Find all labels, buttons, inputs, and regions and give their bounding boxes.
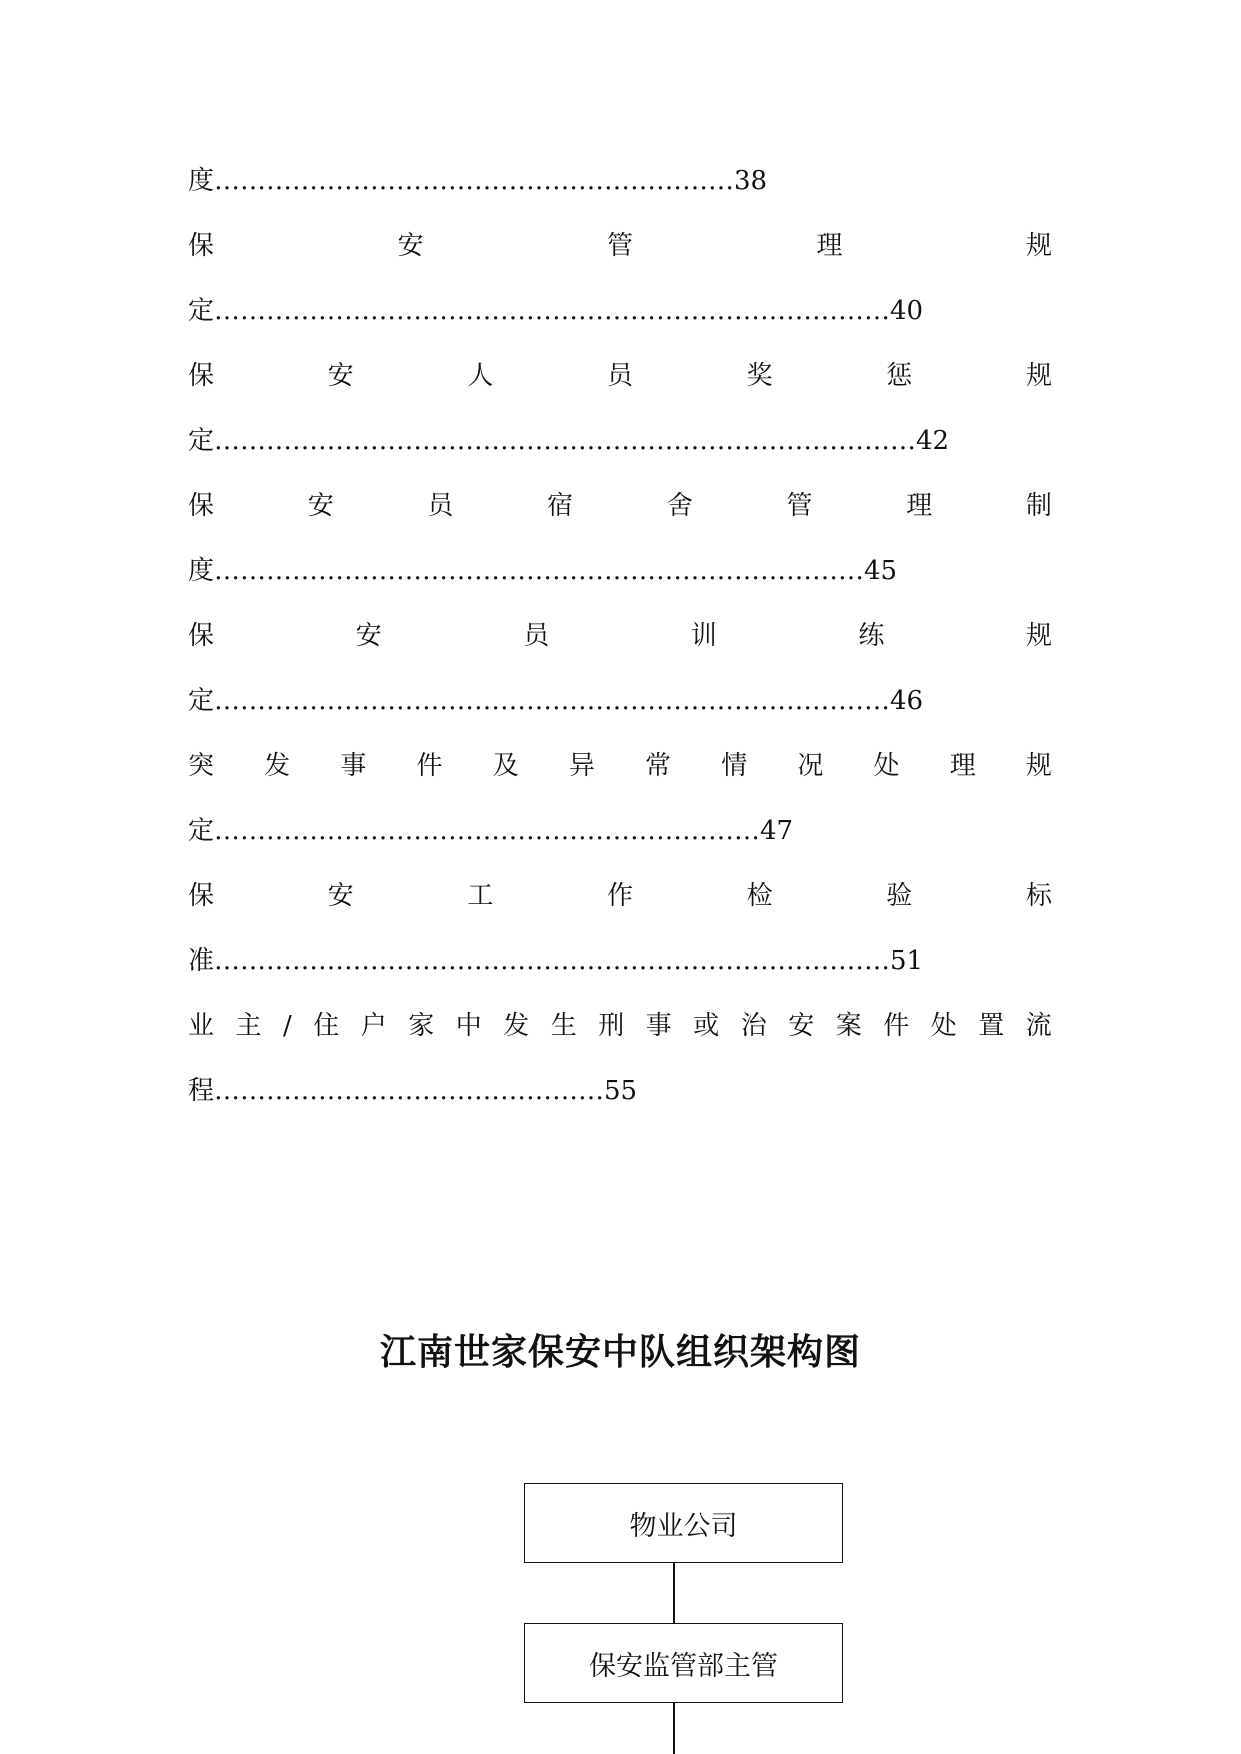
toc-char: 住 (313, 1011, 340, 1041)
toc-char: 事 (645, 1011, 672, 1041)
toc-char: 刑 (598, 1011, 625, 1041)
toc-char: 户 (360, 1011, 387, 1041)
toc-char: 作 (606, 881, 633, 911)
toc-char: 家 (408, 1011, 435, 1041)
toc-entry-title (188, 619, 1052, 653)
org-box-property-company (524, 1483, 843, 1563)
toc-page-number: 40 (890, 296, 924, 326)
toc-page-number: 38 (734, 166, 768, 196)
org-box-security-supervisor (524, 1623, 843, 1703)
toc-char: 人 (467, 361, 494, 391)
toc-char: 安 (327, 881, 354, 911)
toc-page-number: 45 (864, 556, 898, 586)
org-box-label: 物业公司 (629, 1510, 738, 1542)
toc-char: 常 (645, 751, 672, 781)
toc-lead-char: 定 (188, 816, 215, 846)
toc-char: 保 (188, 491, 215, 521)
toc-char: 制 (1025, 491, 1052, 521)
toc-page-number: 47 (760, 816, 794, 846)
toc-lead-char: 程 (188, 1076, 215, 1106)
toc-page-number: 51 (890, 946, 924, 976)
toc-char: 生 (550, 1011, 577, 1041)
toc-char: 安 (307, 491, 334, 521)
toc-lead-char: 度 (188, 556, 215, 586)
org-connector-line (673, 1703, 675, 1754)
toc-char: 验 (886, 881, 913, 911)
toc-char: 练 (858, 621, 885, 651)
toc-char: 件 (416, 751, 443, 781)
toc-char: 发 (503, 1011, 530, 1041)
toc-char: 及 (492, 751, 519, 781)
toc-char: 处 (873, 751, 900, 781)
org-chart-title: 江南世家保安中队组织架构图 (379, 1331, 861, 1373)
toc-char: 中 (455, 1011, 482, 1041)
toc-char: 流 (1025, 1011, 1052, 1041)
toc-char: 管 (786, 491, 813, 521)
toc-char: 突 (188, 751, 215, 781)
toc-char: 事 (340, 751, 367, 781)
toc-char: 治 (740, 1011, 767, 1041)
toc-char: 或 (693, 1011, 720, 1041)
toc-char: 案 (835, 1011, 862, 1041)
toc-leader-dots: …………………………………………………………………… (214, 296, 891, 326)
toc-leader-dots: ………………………………………………………………… (214, 556, 865, 586)
toc-entry-continuation (188, 554, 897, 588)
toc-entry-title (188, 879, 1052, 913)
toc-entry-title (188, 749, 1052, 783)
toc-char: 处 (930, 1011, 957, 1041)
toc-entry-continuation (188, 684, 923, 718)
toc-char: 保 (188, 231, 215, 261)
toc-leader-dots: ……………………………………… (214, 1076, 605, 1106)
toc-char: 保 (188, 361, 215, 391)
toc-char: 安 (327, 361, 354, 391)
toc-leader-dots: ……………………………………………………… (214, 816, 761, 846)
toc-page-number: 55 (604, 1076, 638, 1106)
toc-char: / (283, 1011, 292, 1041)
toc-char: 业 (188, 1011, 215, 1041)
toc-leader-dots: …………………………………………………………………… (214, 946, 891, 976)
toc-char: 安 (355, 621, 382, 651)
toc-entry-continuation (188, 944, 923, 978)
toc-char: 规 (1025, 621, 1052, 651)
toc-char: 标 (1025, 881, 1052, 911)
toc-char: 员 (427, 491, 454, 521)
toc-char: 员 (523, 621, 550, 651)
toc-lead-char: 准 (188, 946, 215, 976)
org-connector-line (673, 1563, 675, 1623)
toc-char: 理 (949, 751, 976, 781)
toc-entry-continuation (188, 164, 767, 198)
toc-leader-dots: ……………………………………………………………………… (214, 426, 917, 456)
toc-page-number: 46 (890, 686, 924, 716)
toc-entry-continuation (188, 814, 793, 848)
toc-char: 规 (1025, 751, 1052, 781)
toc-entry-title (188, 359, 1052, 393)
toc-leader-dots: …………………………………………………………………… (214, 686, 891, 716)
toc-char: 件 (883, 1011, 910, 1041)
toc-lead-char: 定 (188, 296, 215, 326)
toc-char: 况 (797, 751, 824, 781)
toc-char: 管 (606, 231, 633, 261)
toc-entry-title (188, 1009, 1052, 1043)
toc-char: 训 (690, 621, 717, 651)
toc-lead-char: 定 (188, 686, 215, 716)
toc-lead-char: 定 (188, 426, 215, 456)
toc-char: 置 (978, 1011, 1005, 1041)
toc-char: 理 (906, 491, 933, 521)
toc-char: 检 (746, 881, 773, 911)
toc-char: 奖 (746, 361, 773, 391)
toc-char: 舍 (666, 491, 693, 521)
toc-leader-dots: …………………………………………………… (214, 166, 735, 196)
toc-char: 安 (788, 1011, 815, 1041)
toc-char: 惩 (886, 361, 913, 391)
toc-char: 保 (188, 881, 215, 911)
toc-entry-continuation (188, 1074, 637, 1108)
toc-entry-continuation (188, 294, 923, 328)
toc-char: 安 (397, 231, 424, 261)
toc-entry-title (188, 229, 1052, 263)
toc-char: 情 (721, 751, 748, 781)
toc-char: 主 (235, 1011, 262, 1041)
toc-char: 工 (467, 881, 494, 911)
toc-lead-char: 度 (188, 166, 215, 196)
toc-page-number: 42 (916, 426, 950, 456)
toc-char: 规 (1025, 231, 1052, 261)
toc-char: 规 (1025, 361, 1052, 391)
toc-entry-continuation (188, 424, 949, 458)
toc-char: 发 (264, 751, 291, 781)
toc-entry-title (188, 489, 1052, 523)
org-box-label: 保安监管部主管 (589, 1650, 778, 1682)
toc-char: 理 (816, 231, 843, 261)
toc-char: 员 (606, 361, 633, 391)
toc-char: 宿 (547, 491, 574, 521)
toc-char: 保 (188, 621, 215, 651)
toc-char: 异 (568, 751, 595, 781)
